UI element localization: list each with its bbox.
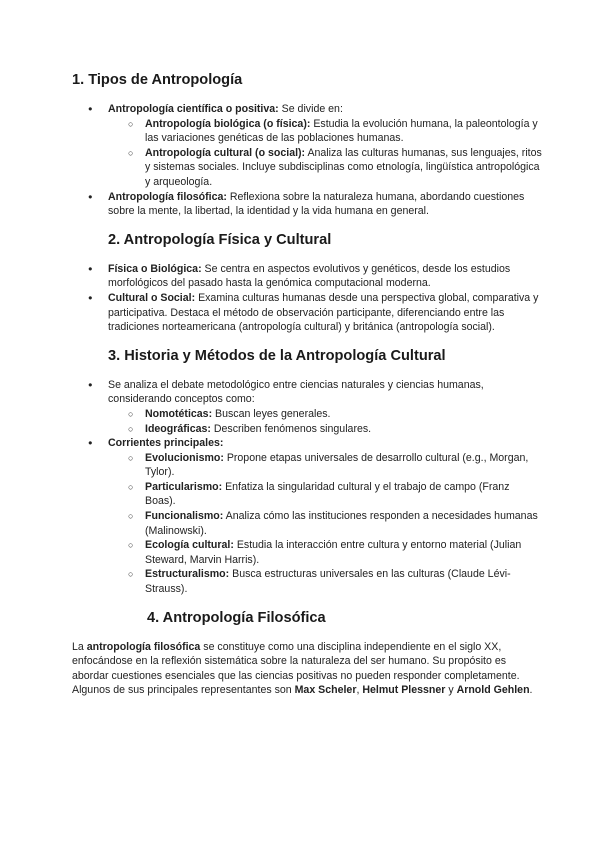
sublist-item bbox=[108, 407, 542, 422]
list-item bbox=[72, 436, 542, 597]
item-text: Buscan leyes generales. bbox=[212, 407, 331, 420]
item-text: Reflexiona sobre la naturaleza humana, abordando cuestiones sobre la mente, la libertad, la identidad y la vida humana en general. bbox=[108, 190, 525, 218]
item-lead: Cultural o Social: bbox=[108, 291, 196, 304]
sublist-corrientes bbox=[108, 451, 542, 597]
item-lead: Particularismo: bbox=[145, 480, 223, 493]
sublist-item bbox=[108, 567, 542, 596]
text-run: se constituye como una disciplina independiente en el siglo XX, enfocándose en la reflexión sistemática sobre la naturaleza del ser humano. Su propósito es abordar cuestiones esenciales que las ciencias positivas no pueden responder completamente. Algunos de sus principales representantes son bbox=[72, 640, 520, 697]
list-item bbox=[72, 291, 542, 335]
item-text: Examina culturas humanas desde una perspectiva global, comparativa y participativa. Destaca el método de observación participante, diferenciando entre las tradiciones norteamericana (antropología cultural) y británica (antropología social). bbox=[108, 291, 539, 334]
item-text: Enfatiza la singularidad cultural y el trabajo de campo (Franz Boas). bbox=[145, 480, 510, 508]
item-lead: Ideográficas: bbox=[145, 422, 211, 435]
item-text: Estudia la evolución humana, la paleontología y las variaciones genéticas de las poblaciones humanas. bbox=[145, 117, 538, 145]
list-item bbox=[72, 378, 542, 436]
list-historia bbox=[72, 378, 542, 597]
heading-fisica-cultural: 2. Antropología Física y Cultural bbox=[108, 231, 332, 248]
heading-tipos-antropologia: 1. Tipos de Antropología bbox=[72, 72, 243, 88]
item-lead: Antropología filosófica: bbox=[108, 190, 227, 203]
bold-name-gehlen: Arnold Gehlen bbox=[456, 684, 530, 697]
item-text: Se centra en aspectos evolutivos y genéticos, desde los estudios morfológicos del pasado hasta la genómica computacional moderna. bbox=[108, 262, 511, 290]
item-lead: Corrientes principales: bbox=[108, 437, 224, 450]
item-text: Propone etapas universales de desarrollo cultural (e.g., Morgan, Tylor). bbox=[145, 451, 529, 479]
sublist-item bbox=[108, 146, 542, 190]
item-lead: Antropología cultural (o social): bbox=[145, 146, 306, 159]
item-lead: Nomotéticas: bbox=[145, 407, 213, 420]
list-fisica-cultural bbox=[72, 262, 542, 335]
item-text: Describen fenómenos singulares. bbox=[210, 422, 372, 435]
item-text: Analiza las culturas humanas, sus lenguajes, ritos y sistemas sociales. Incluye subdisciplinas como etnología, lingüística antropológica y arqueología. bbox=[145, 146, 542, 188]
item-lead: Ecología cultural: bbox=[145, 539, 234, 552]
item-text: Se divide en: bbox=[278, 103, 343, 115]
document-body bbox=[72, 66, 542, 698]
heading-antropologia-filosofica: 4. Antropología Filosófica bbox=[147, 609, 326, 626]
list-item bbox=[72, 102, 542, 190]
text-run: La bbox=[72, 640, 87, 653]
list-item bbox=[72, 190, 542, 219]
sublist-item bbox=[108, 117, 542, 146]
bold-name-scheler: Max Scheler bbox=[294, 684, 357, 697]
bold-term: antropología filosófica bbox=[86, 640, 201, 653]
text-run: y bbox=[445, 684, 457, 697]
text-run: . bbox=[529, 684, 533, 697]
sublist-conceptos bbox=[108, 407, 542, 436]
item-lead: Física o Biológica: bbox=[108, 262, 202, 275]
text-run: , bbox=[356, 684, 363, 697]
sublist-item bbox=[108, 422, 542, 437]
sublist-item bbox=[108, 451, 542, 480]
sublist-cientifica bbox=[108, 117, 542, 190]
sublist-item bbox=[108, 538, 542, 567]
item-lead: Estructuralismo: bbox=[145, 568, 230, 581]
item-lead: Antropología biológica (o física): bbox=[145, 117, 311, 130]
heading-historia-metodos: 3. Historia y Métodos de la Antropología Cultural bbox=[108, 347, 446, 364]
item-lead: Funcionalismo: bbox=[145, 510, 224, 523]
bold-name-plessner: Helmut Plessner bbox=[362, 684, 446, 697]
item-text: Analiza cómo las instituciones responden a necesidades humanas (Malinowski). bbox=[145, 510, 538, 537]
sublist-item bbox=[108, 480, 542, 509]
item-lead: Evolucionismo: bbox=[145, 451, 224, 464]
paragraph-filosofica bbox=[72, 640, 542, 698]
item-text: Busca estructuras universales en las culturas (Claude Lévi-Strauss). bbox=[145, 568, 511, 596]
list-item bbox=[72, 262, 542, 291]
item-text: Se analiza el debate metodológico entre ciencias naturales y ciencias humanas, considerando conceptos como: bbox=[108, 378, 484, 406]
item-lead: Antropología científica o positiva: bbox=[108, 103, 279, 115]
list-tipos bbox=[72, 102, 542, 219]
item-text: Estudia la interacción entre cultura y entorno material (Julian Steward, Marvin Harris). bbox=[145, 539, 522, 566]
sublist-item bbox=[108, 509, 542, 538]
